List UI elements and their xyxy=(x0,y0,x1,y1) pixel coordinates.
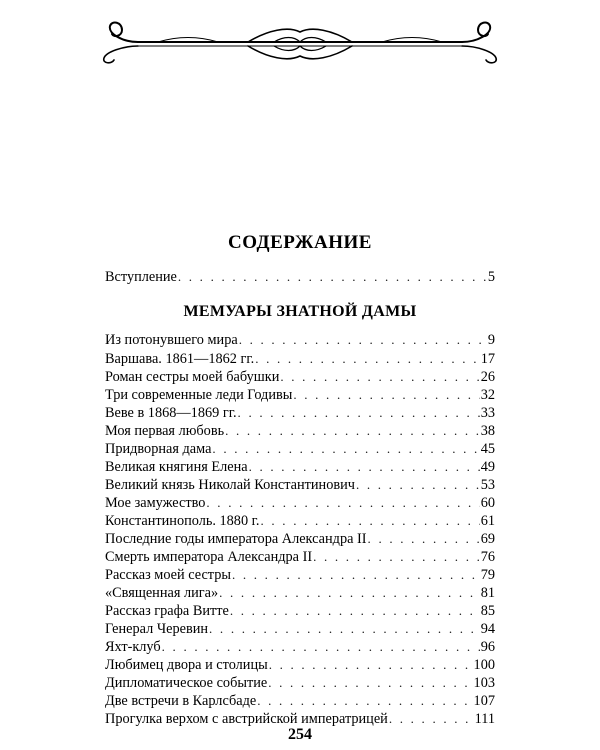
toc-entry[interactable] xyxy=(105,548,495,565)
toc-entry-page: 111 xyxy=(474,711,495,727)
toc-entry[interactable] xyxy=(105,674,495,691)
toc-entry[interactable] xyxy=(105,620,495,637)
toc-entry[interactable] xyxy=(105,458,495,475)
toc-entry-page: 53 xyxy=(480,477,495,493)
leader-dots xyxy=(268,674,472,691)
toc-entry-title: Из потонувшего мира xyxy=(105,332,238,348)
leader-dots xyxy=(269,656,473,673)
leader-dots xyxy=(230,602,480,619)
toc-entry-page: 61 xyxy=(480,513,495,529)
toc-entry-title: Мое замужество xyxy=(105,495,206,511)
leader-dots xyxy=(206,494,479,511)
leader-dots xyxy=(255,350,480,367)
leader-dots xyxy=(249,458,480,475)
section-title: МЕМУАРЫ ЗНАТНОЙ ДАМЫ xyxy=(183,303,417,320)
toc-entry-title: Генерал Черевин xyxy=(105,621,209,637)
toc-entry[interactable] xyxy=(105,638,495,655)
toc-entry-title: Роман сестры моей бабушки xyxy=(105,369,280,385)
toc-entry-page: 38 xyxy=(480,423,495,439)
toc-entry-page: 107 xyxy=(473,693,495,709)
toc-entry-title: Дипломатическое событие xyxy=(105,675,268,691)
leader-dots xyxy=(280,368,479,385)
toc-entry[interactable] xyxy=(105,476,495,493)
toc-entry-page: 96 xyxy=(480,639,495,655)
toc-entry[interactable] xyxy=(105,530,495,547)
toc-entry-page: 100 xyxy=(473,657,495,673)
leader-dots xyxy=(239,331,487,348)
toc-entry-title: Прогулка верхом с австрийской императрицей xyxy=(105,711,388,727)
leader-dots xyxy=(389,710,474,727)
toc-entry-title: Смерть императора Александра II xyxy=(105,549,313,565)
decorative-flourish-ornament xyxy=(98,18,502,66)
leader-dots xyxy=(219,584,480,601)
toc-entry[interactable] xyxy=(105,494,495,511)
leader-dots xyxy=(209,620,480,637)
leader-dots xyxy=(162,638,480,655)
toc-entry-title: Рассказ графа Витте xyxy=(105,603,229,619)
toc-entry[interactable] xyxy=(105,331,495,348)
toc-entry-title: Три современные леди Годивы xyxy=(105,387,293,403)
toc-entry[interactable] xyxy=(105,422,495,439)
toc-entry-page: 49 xyxy=(480,459,495,475)
toc-entry[interactable] xyxy=(105,584,495,601)
leader-dots xyxy=(261,512,480,529)
toc-entry[interactable] xyxy=(105,602,495,619)
toc-entry-page: 103 xyxy=(473,675,495,691)
toc-entry-intro[interactable] xyxy=(105,268,495,285)
toc-entry-title: Веве в 1868—1869 гг. xyxy=(105,405,237,421)
toc-entry-title: Великий князь Николай Константинович xyxy=(105,477,355,493)
leader-dots xyxy=(368,530,480,547)
toc-entry[interactable] xyxy=(105,692,495,709)
toc-entry-page: 26 xyxy=(480,369,495,385)
leader-dots xyxy=(178,268,487,285)
toc-entry[interactable] xyxy=(105,566,495,583)
toc-entry[interactable] xyxy=(105,512,495,529)
toc-entry-title: Рассказ моей сестры xyxy=(105,567,231,583)
toc-entry[interactable] xyxy=(105,710,495,727)
toc-entry-title: Константинополь. 1880 г. xyxy=(105,513,260,529)
toc-entry-title: Моя первая любовь xyxy=(105,423,225,439)
toc-entry-page: 69 xyxy=(480,531,495,547)
leader-dots xyxy=(293,386,479,403)
toc-entry-page: 76 xyxy=(480,549,495,565)
toc-entry-page: 9 xyxy=(487,332,495,348)
leader-dots xyxy=(212,440,479,457)
toc-entry-title: Яхт-клуб xyxy=(105,639,161,655)
toc-entry[interactable] xyxy=(105,440,495,457)
leader-dots xyxy=(225,422,480,439)
toc-entry[interactable] xyxy=(105,656,495,673)
toc-entry-title: Последние годы императора Александра II xyxy=(105,531,367,547)
toc-entry-title: Две встречи в Карлсбаде xyxy=(105,693,257,709)
page-title: СОДЕРЖАНИЕ xyxy=(228,232,372,253)
leader-dots xyxy=(257,692,472,709)
leader-dots xyxy=(356,476,480,493)
toc-entry-page: 60 xyxy=(480,495,495,511)
toc-entry-page: 5 xyxy=(487,269,495,285)
page-number: 254 xyxy=(288,726,312,743)
toc-entry-page: 81 xyxy=(480,585,495,601)
toc-entry-title: Варшава. 1861—1862 гг. xyxy=(105,351,255,367)
toc-entry-page: 45 xyxy=(480,441,495,457)
toc-entry-title: Любимец двора и столицы xyxy=(105,657,268,673)
toc-entry[interactable] xyxy=(105,386,495,403)
leader-dots xyxy=(238,404,480,421)
toc-entry-page: 85 xyxy=(480,603,495,619)
toc-entry-title: Придворная дама xyxy=(105,441,212,457)
toc-entry[interactable] xyxy=(105,350,495,367)
leader-dots xyxy=(313,548,480,565)
toc-entry-page: 94 xyxy=(480,621,495,637)
leader-dots xyxy=(232,566,480,583)
toc-entry-page: 17 xyxy=(480,351,495,367)
toc-entry-page: 32 xyxy=(480,387,495,403)
toc-entry-title: Великая княгиня Елена xyxy=(105,459,248,475)
toc-entry-title: Вступление xyxy=(105,269,177,285)
toc-entry-title: «Священная лига» xyxy=(105,585,219,601)
toc-entry[interactable] xyxy=(105,368,495,385)
toc-entry[interactable] xyxy=(105,404,495,421)
toc-entry-page: 33 xyxy=(480,405,495,421)
toc-entry-page: 79 xyxy=(480,567,495,583)
